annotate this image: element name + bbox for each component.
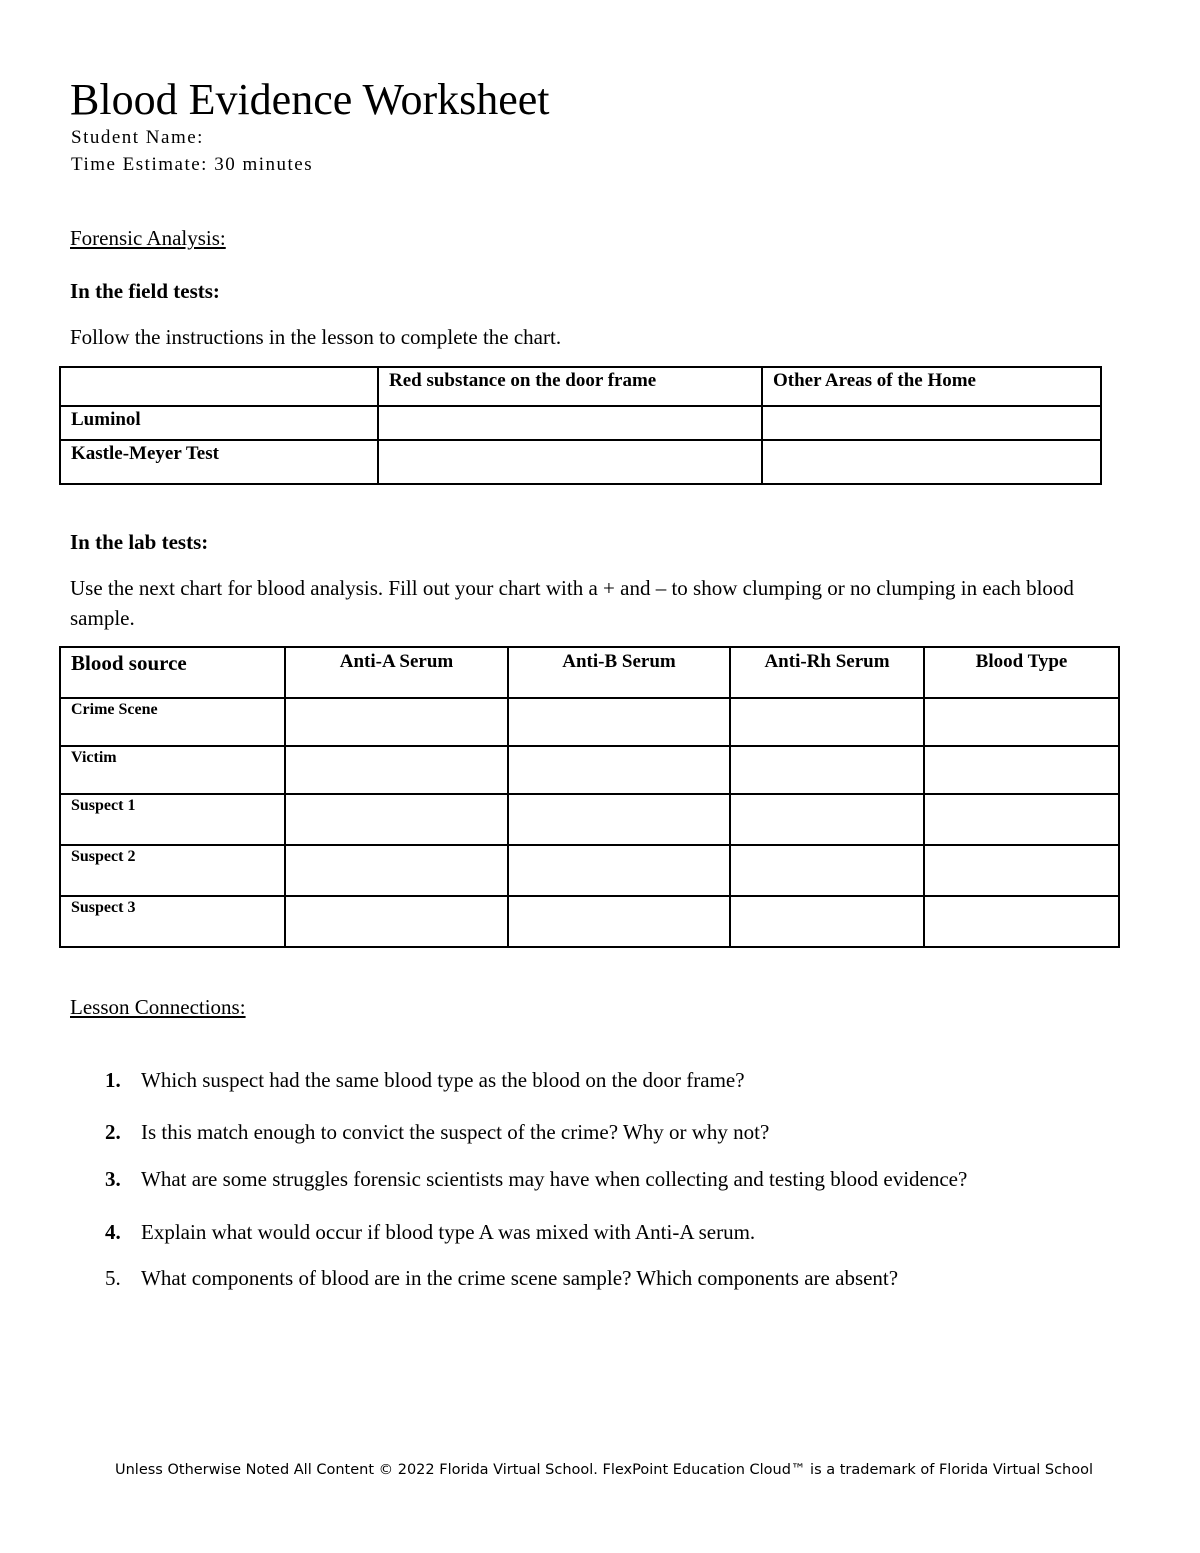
- table-cell[interactable]: [285, 794, 508, 845]
- question-number: 5.: [105, 1266, 121, 1290]
- column-header: Anti-Rh Serum: [730, 647, 924, 698]
- table-cell[interactable]: [730, 794, 924, 845]
- row-label: Suspect 1: [60, 794, 285, 845]
- table-cell[interactable]: [730, 698, 924, 746]
- question-number: 2.: [105, 1120, 121, 1144]
- student-name-label: Student Name:: [71, 127, 204, 148]
- question-text: Explain what would occur if blood type A was mixed with Anti-A serum.: [141, 1220, 756, 1244]
- column-header: Other Areas of the Home: [762, 367, 1101, 406]
- table-cell[interactable]: [285, 845, 508, 896]
- lab-tests-instructions: Use the next chart for blood analysis. Fill out your chart with a + and – to show clumping or no clumping in each blood sample.: [70, 576, 1074, 630]
- table-cell[interactable]: [924, 845, 1119, 896]
- table-cell[interactable]: [285, 746, 508, 794]
- lab-tests-heading: In the lab tests:: [70, 530, 209, 554]
- row-label: Victim: [60, 746, 285, 794]
- footer-copyright: Unless Otherwise Noted All Content © 2022 Florida Virtual School. FlexPoint Education Cloud™ is a trademark of Florida Virtual School: [115, 1462, 1094, 1478]
- question-number: 4.: [105, 1220, 121, 1244]
- table-cell[interactable]: [924, 746, 1119, 794]
- column-header: [60, 367, 378, 406]
- table-row: [60, 698, 1119, 746]
- question-text: What components of blood are in the crime scene sample? Which components are absent?: [141, 1266, 899, 1290]
- page-title: Blood Evidence Worksheet: [70, 75, 550, 124]
- table-row: [60, 845, 1119, 896]
- row-label: Kastle-Meyer Test: [60, 440, 378, 484]
- question-number: 1.: [105, 1068, 121, 1092]
- question-text: Which suspect had the same blood type as the blood on the door frame?: [141, 1068, 745, 1092]
- time-estimate: Time Estimate: 30 minutes: [71, 154, 314, 175]
- row-label: Crime Scene: [60, 698, 285, 746]
- table-cell[interactable]: [378, 440, 762, 484]
- table-row: [60, 406, 1101, 440]
- table-cell[interactable]: [924, 896, 1119, 947]
- table-cell[interactable]: [508, 698, 730, 746]
- field-tests-instructions: Follow the instructions in the lesson to complete the chart.: [70, 325, 562, 349]
- table-row: [60, 896, 1119, 947]
- table-header-row: [60, 647, 1119, 698]
- column-header: Red substance on the door frame: [378, 367, 762, 406]
- table-cell[interactable]: [285, 698, 508, 746]
- row-label: Luminol: [60, 406, 378, 440]
- table-cell[interactable]: [762, 406, 1101, 440]
- table-cell[interactable]: [730, 896, 924, 947]
- table-cell[interactable]: [285, 896, 508, 947]
- table-header-row: [60, 367, 1101, 406]
- table-cell[interactable]: [730, 746, 924, 794]
- question-text: What are some struggles forensic scientists may have when collecting and testing blood evidence?: [141, 1167, 968, 1191]
- table-cell[interactable]: [508, 896, 730, 947]
- table-cell[interactable]: [730, 845, 924, 896]
- column-header: Blood Type: [924, 647, 1119, 698]
- table-cell[interactable]: [508, 746, 730, 794]
- lesson-connections-heading: Lesson Connections:: [70, 995, 246, 1019]
- field-tests-heading: In the field tests:: [70, 279, 220, 303]
- column-header: Blood source: [60, 647, 285, 698]
- row-label: Suspect 2: [60, 845, 285, 896]
- column-header: Anti-A Serum: [285, 647, 508, 698]
- question-text: Is this match enough to convict the suspect of the crime? Why or why not?: [141, 1120, 770, 1144]
- field-tests-table: [59, 366, 1102, 485]
- table-cell[interactable]: [508, 845, 730, 896]
- table-row: [60, 746, 1119, 794]
- table-cell[interactable]: [924, 794, 1119, 845]
- table-cell[interactable]: [762, 440, 1101, 484]
- table-row: [60, 440, 1101, 484]
- table-cell[interactable]: [924, 698, 1119, 746]
- question-number: 3.: [105, 1167, 121, 1191]
- lab-tests-table: [59, 646, 1120, 948]
- table-cell[interactable]: [378, 406, 762, 440]
- column-header: Anti-B Serum: [508, 647, 730, 698]
- table-row: [60, 794, 1119, 845]
- row-label: Suspect 3: [60, 896, 285, 947]
- table-cell[interactable]: [508, 794, 730, 845]
- forensic-analysis-heading: Forensic Analysis:: [70, 226, 226, 250]
